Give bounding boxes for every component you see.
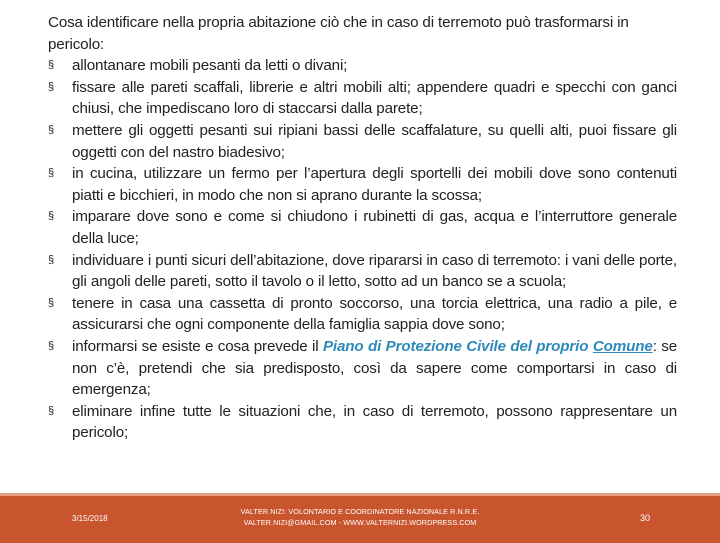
bullet-icon: § <box>48 167 54 180</box>
list-item-text: eliminare infine tutte le situazioni che, in caso di terremoto, possono rappresentare un pericolo; <box>72 402 677 442</box>
bullet-icon: § <box>48 253 54 266</box>
bullet-icon: § <box>48 123 54 136</box>
bullet-list <box>48 55 677 444</box>
list-item <box>48 120 677 163</box>
list-item-plan <box>48 336 677 401</box>
bullet-icon: § <box>48 80 54 93</box>
footer-author <box>180 506 540 528</box>
list-item <box>48 401 677 444</box>
list-item <box>48 55 677 77</box>
list-item <box>48 77 677 120</box>
bullet-icon: § <box>48 404 54 417</box>
bullet-icon: § <box>48 339 54 352</box>
plan-text-after: : se non c’è, pretendi che sia predisposto, così da sapere come comportarsi in caso di emergenza; <box>72 337 677 399</box>
footer-date: 3/15/2018 <box>72 514 108 523</box>
list-item <box>48 163 677 206</box>
intro-text: Cosa identificare nella propria abitazione ciò che in caso di terremoto può trasformarsi in pericolo: <box>48 14 629 53</box>
list-item <box>48 206 677 249</box>
comune-emphasis-text: Comune <box>592 337 653 355</box>
bullet-icon: § <box>48 59 54 72</box>
list-item-text: allontanare mobili pesanti da letti o divani; <box>72 57 348 75</box>
list-item <box>48 293 677 336</box>
list-item-text: mettere gli oggetti pesanti sui ripiani bassi delle scaffalature, su quelli alti, puoi fissare gli oggetti con del nastro biadesivo; <box>72 121 677 161</box>
list-item-text: individuare i punti sicuri dell’abitazione, dove ripararsi in caso di terremoto: i vani delle porte, gli angoli delle pareti, sotto il tavolo o il letto, sotto ad un banco se a scuola; <box>72 251 677 291</box>
footer-contact-line: VALTER.NIZI@GMAIL.COM - WWW.VALTERNIZI.WORDPRESS.COM <box>243 518 477 527</box>
list-item-text: imparare dove sono e come si chiudono i rubinetti di gas, acqua e l’interruttore generale della luce; <box>72 208 677 247</box>
plan-text-before: informarsi se esiste e cosa prevede il <box>72 337 319 355</box>
plan-emphasis-text: Piano di Protezione Civile del proprio <box>322 337 589 355</box>
bullet-icon: § <box>48 296 54 309</box>
slide-content <box>48 12 677 444</box>
list-item-text: in cucina, utilizzare un fermo per l’apertura degli sportelli dei mobili dove sono contenuti piatti e bicchieri, in modo che non si aprano durante la scossa; <box>72 165 677 204</box>
list-item-text: fissare alle pareti scaffali, librerie e altri mobili alti; appendere quadri e specchi con ganci chiusi, che impediscano loro di staccarsi dalla parete; <box>72 78 677 118</box>
bullet-icon: § <box>48 210 54 223</box>
list-item-text: tenere in casa una cassetta di pronto soccorso, una torcia elettrica, una radio a pile, e assicurarsi che ogni componente della famiglia sappia dove sono; <box>72 294 677 334</box>
footer-author-line: VALTER NIZI: VOLONTARIO E COORDINATORE NAZIONALE R.N.R.E. <box>240 507 480 516</box>
slide-footer <box>0 493 720 543</box>
list-item <box>48 250 677 293</box>
page-number: 30 <box>640 513 651 523</box>
